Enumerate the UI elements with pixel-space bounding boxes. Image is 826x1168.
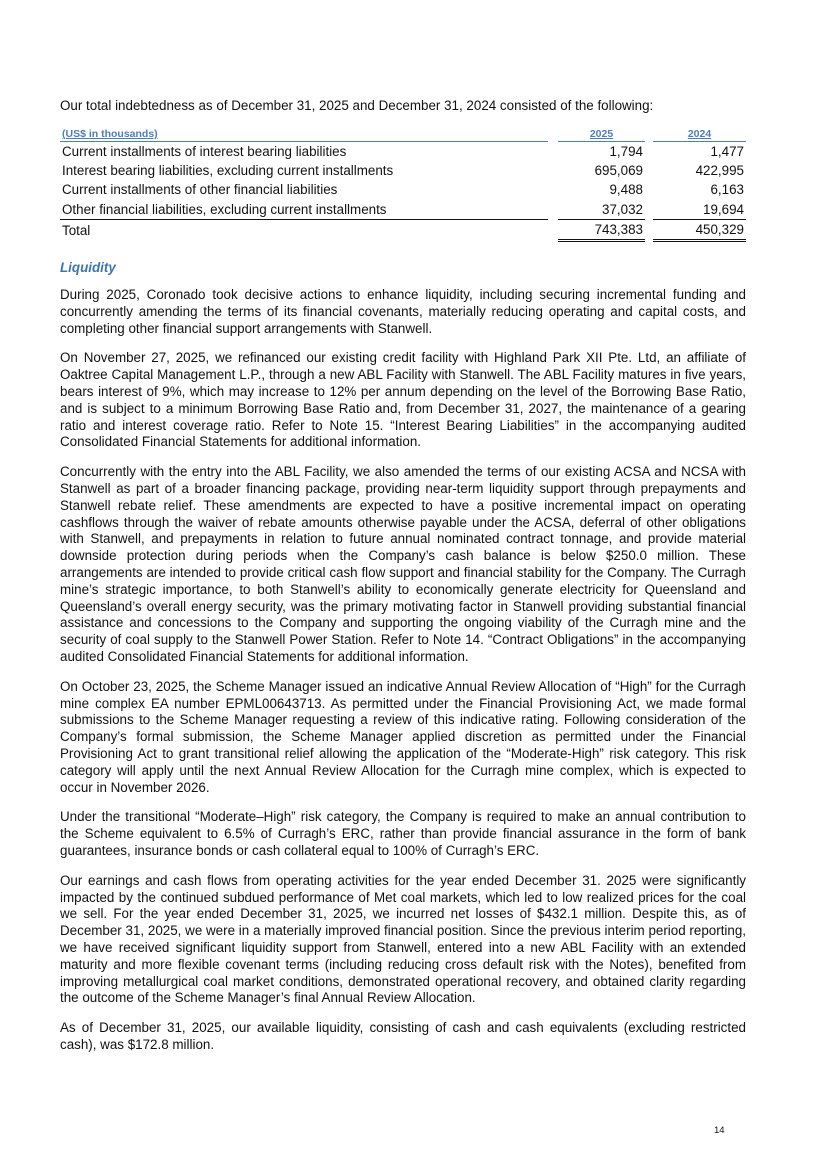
paragraph: Under the transitional “Moderate–High” risk category, the Company is required to make an annual contribution to the Scheme equivalent to 6.5% of Curragh’s ERC, rather than provide financial assurance in the form of bank guarantees, insurance bonds or cash collateral equal to 100% of Curragh’s ERC. [60, 809, 746, 858]
indebtedness-intro: Our total indebtedness as of December 31, 2025 and December 31, 2024 consisted of the following: [60, 98, 654, 113]
row-value-2025: 9,488 [609, 182, 643, 198]
document-page [60, 97, 746, 1067]
table-row [60, 161, 746, 180]
row-label: Current installments of interest bearing liabilities [62, 144, 347, 159]
row-label: Current installments of other financial liabilities [62, 182, 338, 198]
row-value-2025: 695,069 [594, 163, 643, 179]
table-header-2025: 2025 [558, 128, 645, 142]
paragraph: On October 23, 2025, the Scheme Manager issued an indicative Annual Review Allocation of “High” for the Curragh mine complex EA number EPML00643713. As permitted under the Financial Provisioning Act, we made formal submissions to the Scheme Manager requesting a review of this indicative rating. Following consideration of the Company’s formal submission, the Scheme Manager applied discretion as permitted under the Financial Provisioning Act to grant transitional relief allowing the application of the “Moderate-High” risk category. This risk category will apply until the next Annual Review Allocation for the Curragh mine complex, which is expected to occur in November 2026. [60, 678, 746, 795]
page-number: 14 [714, 1125, 725, 1136]
total-label: Total [60, 219, 548, 240]
paragraph: As of December 31, 2025, our available liquidity, consisting of cash and cash equivalents (excluding restricted cash), was $172.8 million. [60, 1020, 746, 1052]
row-value-2024: 1,477 [710, 144, 744, 159]
total-value-2024: 450,329 [653, 219, 746, 240]
paragraph: On November 27, 2025, we refinanced our existing credit facility with Highland Park XII Pte. Ltd, an affiliate of Oaktree Capital Management L.P., through a new ABL Facility with Stanwell. The ABL Facility matures in five years, bears interest of 9%, which may increase to 12% per annum depending on the level of the Borrowing Base Ratio, and is subject to a minimum Borrowing Base Ratio and, from December 31, 2027, the maintenance of a gearing ratio and interest coverage ratio. Refer to Note 15. “Interest Bearing Liabilities” in the accompanying audited Consolidated Financial Statements for additional information. [60, 350, 746, 450]
section-title-liquidity: Liquidity [60, 260, 116, 276]
row-value-2024: 19,694 [653, 200, 746, 220]
paragraph: Concurrently with the entry into the ABL Facility, we also amended the terms of our existing ACSA and NCSA with Stanwell as part of a broader financing package, providing near-term liquidity support through prepayments and Stanwell rebate relief. These amendments are expected to have a positive incremental impact on operating cashflows through the waiver of rebate amounts otherwise payable under the ACSA, deferral of other obligations with Stanwell, and prepayments in relation to future annual nominated contract tonnage, and provide material downside protection during periods when the Company’s cash balance is below $250.0 million. These arrangements are intended to provide critical cash flow support and financial stability for the Company. The Curragh mine’s strategic importance, to both Stanwell’s ability to economically generate electricity for Queensland and Queensland’s overall energy security, was the primary motivating factor in Stanwell providing substantial financial assistance and concessions to the Company and supporting the ongoing viability of the Curragh mine and the security of coal supply to the Stanwell Power Station. Refer to Note 14. “Contract Obligations” in the accompanying audited Consolidated Financial Statements for additional information. [60, 464, 746, 664]
total-value-2025: 743,383 [558, 219, 645, 240]
indebtedness-table [60, 128, 746, 242]
table-row [60, 142, 746, 162]
row-value-2024: 6,163 [710, 182, 744, 198]
table-header-row [60, 128, 746, 142]
row-label: Other financial liabilities, excluding current installments [62, 201, 387, 217]
paragraph: During 2025, Coronado took decisive actions to enhance liquidity, including securing incremental funding and concurrently amending the terms of its financial covenants, materially reducing operating and capital costs, and completing other financial support arrangements with Stanwell. [60, 287, 746, 336]
table-row [60, 200, 746, 220]
paragraph: Our earnings and cash flows from operating activities for the year ended December 31. 2025 were significantly impacted by the continued subdued performance of Met coal markets, which led to low realized prices for the coal we sell. For the year ended December 31, 2025, we incurred net losses of $432.1 million. Despite this, as of December 31, 2025, we were in a materially improved financial position. Since the previous interim period reporting, we have received significant liquidity support from Stanwell, entered into a new ABL Facility with an extended maturity and more flexible covenant terms (including reducing cross default risk with the Notes), benefited from improving metallurgical coal market conditions, demonstrated operational recovery, and obtained clarity regarding the outcome of the Scheme Manager’s final Annual Review Allocation. [60, 872, 746, 1006]
table-row [60, 180, 746, 199]
row-value-2024: 422,995 [695, 163, 744, 179]
row-value-2025: 37,032 [558, 200, 645, 220]
row-value-2025: 1,794 [609, 144, 643, 159]
table-total-row [60, 219, 746, 240]
table-header-units: (US$ in thousands) [60, 128, 548, 142]
table-header-2024: 2024 [653, 128, 746, 142]
row-label: Interest bearing liabilities, excluding current installments [62, 163, 394, 179]
